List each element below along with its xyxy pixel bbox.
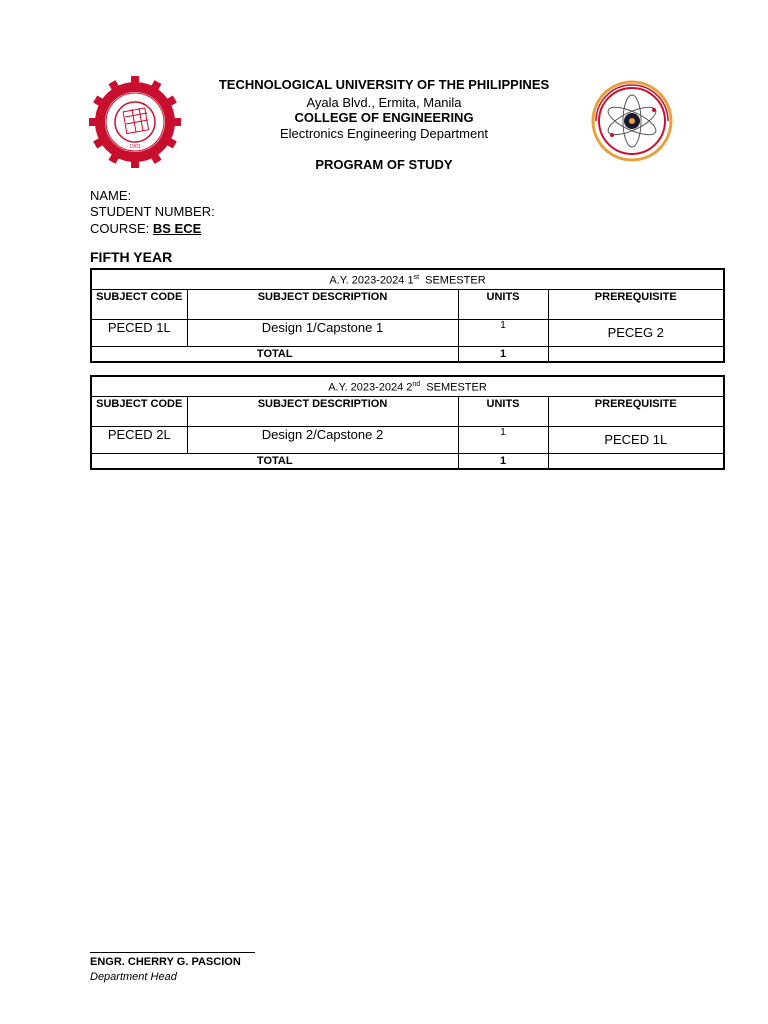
semester-title-row: [91, 269, 724, 289]
student-number-label: STUDENT NUMBER:: [90, 204, 215, 219]
semester-title: [91, 376, 724, 396]
cell-prerequisite: PECED 1L: [548, 426, 724, 453]
table-row: [91, 319, 724, 346]
semester-title-text: A.Y. 2023-2024 1: [329, 274, 414, 287]
year-title: FIFTH YEAR: [90, 249, 173, 265]
course-label: COURSE:: [90, 221, 150, 236]
name-label: NAME:: [90, 188, 132, 203]
signatory-name: ENGR. CHERRY G. PASCION: [90, 956, 241, 968]
table-row: [91, 426, 724, 453]
signatory-title: Department Head: [90, 971, 177, 983]
cell-units: 1: [458, 426, 548, 453]
cell-subject-description: Design 1/Capstone 1: [187, 319, 458, 346]
svg-text:· 1901 ·: · 1901 ·: [126, 144, 144, 150]
header-units: UNITS: [458, 289, 548, 319]
semester-title-text: A.Y. 2023-2024 2: [328, 381, 413, 394]
university-name: TECHNOLOGICAL UNIVERSITY OF THE PHILIPPINES: [218, 77, 550, 92]
header-subject-code: SUBJECT CODE: [91, 396, 187, 426]
total-label: TOTAL: [91, 453, 458, 469]
university-address: Ayala Blvd., Ermita, Manila: [306, 95, 462, 110]
first-semester-table: [90, 268, 725, 363]
total-row: [91, 453, 724, 469]
table-header-row: [91, 289, 724, 319]
total-label: TOTAL: [91, 346, 458, 362]
semester-label: SEMESTER: [419, 274, 486, 287]
semester-ordinal: nd: [412, 381, 421, 388]
course-line: [90, 221, 201, 236]
header-subject-description: SUBJECT DESCRIPTION: [187, 289, 458, 319]
cell-subject-code: PECED 1L: [91, 319, 187, 346]
total-units: 1: [458, 453, 548, 469]
document-title: PROGRAM OF STUDY: [315, 157, 453, 172]
course-value: BS ECE: [152, 221, 202, 236]
signature-line: [90, 952, 255, 953]
header-prerequisite: PREREQUISITE: [548, 289, 724, 319]
second-semester-table: [90, 375, 725, 470]
total-empty-cell: [548, 453, 724, 469]
total-units: 1: [458, 346, 548, 362]
cell-subject-description: Design 2/Capstone 2: [187, 426, 458, 453]
cell-prerequisite: PECEG 2: [548, 319, 724, 346]
semester-label: SEMESTER: [420, 381, 487, 394]
semester-title-row: [91, 376, 724, 396]
college-name: COLLEGE OF ENGINEERING: [294, 110, 474, 125]
header-subject-code: SUBJECT CODE: [91, 289, 187, 319]
total-row: [91, 346, 724, 362]
total-empty-cell: [548, 346, 724, 362]
cell-subject-code: PECED 2L: [91, 426, 187, 453]
table-header-row: [91, 396, 724, 426]
cell-units: 1: [458, 319, 548, 346]
header-subject-description: SUBJECT DESCRIPTION: [187, 396, 458, 426]
semester-title: [91, 269, 724, 289]
header-prerequisite: PREREQUISITE: [548, 396, 724, 426]
semester-ordinal: st: [413, 274, 420, 281]
department-name: Electronics Engineering Department: [279, 126, 489, 141]
header-units: UNITS: [458, 396, 548, 426]
